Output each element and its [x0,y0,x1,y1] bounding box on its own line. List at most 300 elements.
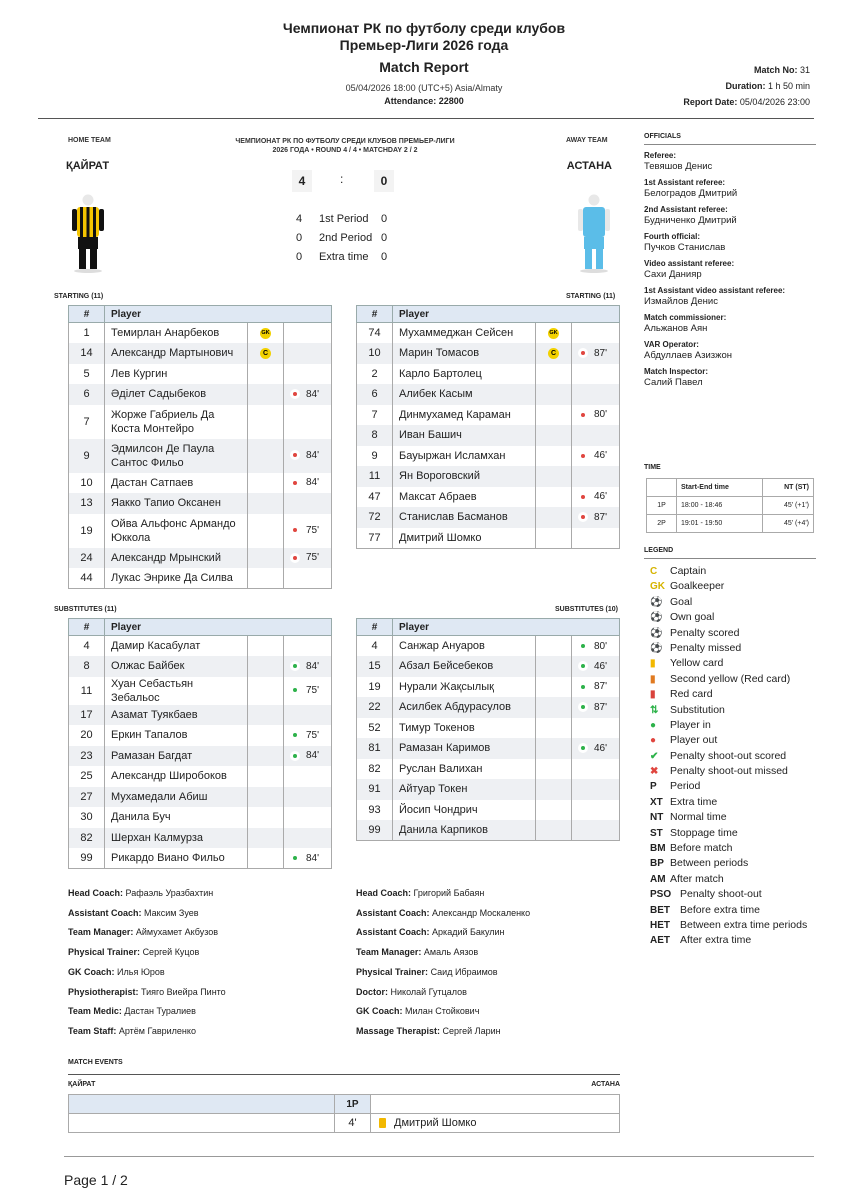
event-minute: 84' [306,450,320,461]
player-number: 19 [69,514,105,548]
player-badge-cell [248,656,284,677]
player-out-icon: ● [650,735,657,747]
legend-item [650,933,807,948]
player-badge-cell [248,384,284,405]
staff-member [68,983,226,1003]
player-badge-cell [248,787,284,808]
player-name: Ян Вороговский [393,466,536,487]
player-number: 20 [69,725,105,746]
legend-label: Player in [670,718,711,731]
staff-name: Сергей Ларин [442,1025,501,1036]
player-badge-cell [248,705,284,726]
staff-name: Аймухамет Акбузов [135,927,219,938]
away-subs-table [356,618,620,841]
legend-item [650,795,807,810]
official-name: Сахи Данияр [644,269,702,280]
event-minute: 87' [594,681,608,693]
staff-role: Head Coach: [68,888,124,898]
legend-label: Player out [670,734,718,747]
legend-item [650,564,807,579]
staff-role: Massage Therapist: [356,1025,441,1036]
player-badge-cell [248,848,284,869]
legend-label: Goal [670,595,693,608]
player-name: Дастан Сатпаев [105,473,248,494]
player-event-cell [284,473,332,494]
event-minute: 84' [306,477,320,489]
table-row [357,718,620,739]
legend-item [650,887,807,902]
staff-member [356,1002,530,1022]
table-row [357,636,620,657]
legend-item [650,779,807,794]
time-table [646,478,814,533]
staff-member [356,1022,530,1042]
legend-item [650,733,807,748]
player-event-cell [572,425,620,446]
official-item [644,151,816,172]
legend-label: Red card [670,688,713,701]
player-number: 13 [69,493,105,514]
player-name: Данила Карпиков [393,820,536,841]
table-row [357,384,620,405]
legend-abbrev: HET [650,919,670,931]
player-badge-cell [248,807,284,828]
time-row: 2P 19:01 - 19:50 45' (+4') [647,515,814,533]
player-badge-cell [536,677,572,698]
player-name: Тимур Токенов [393,718,536,739]
table-row [357,507,620,528]
player-in-icon [578,661,588,671]
player-event-cell [572,405,620,426]
col-number: # [357,306,393,323]
player-badge-cell [536,343,572,364]
event-minute: 84' [306,388,320,400]
event-minute: 46' [594,450,608,462]
staff-role: Physiotherapist: [68,986,139,997]
official-name: Абдуллаев Азизжон [644,350,733,361]
player-name: Йосип Чондрич [393,800,536,821]
player-name: Рамазан Каримов [393,738,536,759]
player-out-icon [578,410,588,420]
staff-name: Дастан Туралиев [124,1006,196,1017]
player-event-cell [284,323,332,344]
events-table [68,1094,620,1133]
event-minute: 4' [335,1114,371,1133]
player-name: Мухамедали Абиш [105,787,248,808]
legend-label: Penalty scored [670,626,740,639]
table-row [357,738,620,759]
player-in-icon [578,641,588,651]
staff-member [356,983,530,1003]
player-badge-cell [536,364,572,385]
staff-name: Максим Зуев [144,907,199,918]
table-row [357,779,620,800]
legend-item [650,764,807,779]
player-name: Шерхан Калмурза [105,828,248,849]
player-event-cell [284,705,332,726]
player-in-icon: ● [650,719,657,731]
staff-name: Николай Гутцалов [390,986,467,997]
second-yellow-icon: ▮ [650,673,656,685]
legend-item [650,672,807,687]
competition-title: Чемпионат РК по футболу среди клубов [282,20,566,36]
player-badge-cell [536,487,572,508]
player-number: 7 [357,405,393,426]
table-row [357,343,620,364]
player-event-cell [284,725,332,746]
player-name: Хуан Себастьян Зебальос [105,677,248,705]
table-row [357,323,620,344]
player-out-icon [290,389,300,399]
away-starting-label: STARTING (11) [566,293,616,300]
officials-title: OFFICIALS [644,133,816,145]
player-number: 81 [357,738,393,759]
staff-role: Assistant Coach: [68,907,142,918]
player-badge-cell [248,766,284,787]
player-event-cell [572,779,620,800]
goalkeeper-icon: GK [548,328,559,339]
away-subs-label: SUBSTITUTES (10) [555,606,619,613]
official-role: 2nd Assistant referee: [644,205,728,214]
official-role: Video assistant referee: [644,259,735,268]
staff-role: Team Medic: [68,1006,122,1017]
table-row [69,725,332,746]
table-row [69,807,332,828]
event-minute: 75' [306,685,320,696]
player-badge-cell [248,439,284,473]
player-badge-cell [536,425,572,446]
player-in-icon [578,702,588,712]
player-name: Динмухамед Караман [393,405,536,426]
yellow-card-icon [379,1118,386,1128]
legend-item [650,656,807,671]
staff-role: Assistant Coach: [356,907,430,918]
competition-subtitle: Премьер-Лиги 2026 года [339,37,509,53]
player-badge-cell [248,568,284,589]
time-col-header: Start-End time [677,479,763,497]
player-badge-cell [248,677,284,705]
table-row [69,439,332,473]
table-header [69,619,332,636]
player-badge-cell [248,636,284,657]
footer-divider [64,1156,814,1157]
player-name: Карло Бартолец [393,364,536,385]
legend-label: Goalkeeper [670,580,725,593]
player-badge-cell [536,507,572,528]
home-score: 4 [292,170,312,192]
legend-label: Between periods [670,857,749,870]
official-role: Match commissioner: [644,313,727,322]
own-goal-icon: ⚽ [650,612,663,624]
player-event-cell [572,343,620,364]
legend-item [650,703,807,718]
player-name: Иван Башич [393,425,536,446]
player-name: Азамат Туякбаев [105,705,248,726]
table-row [69,493,332,514]
away-staff [356,884,530,1042]
player-name: Станислав Басманов [393,507,536,528]
official-item [644,259,816,280]
player-badge-cell [248,473,284,494]
legend-item [650,841,807,856]
away-team-label: AWAY TEAM [566,137,608,144]
col-number: # [69,619,105,636]
player-event-cell [284,568,332,589]
player-number: 30 [69,807,105,828]
player-event-cell [572,487,620,508]
player-event-cell [284,384,332,405]
table-row [69,656,332,677]
player-name: Данила Буч [105,807,248,828]
player-number: 7 [69,405,105,439]
player-badge-cell [536,738,572,759]
events-home-team: ҚАЙРАТ [68,1081,96,1088]
player-out-icon [578,492,588,502]
table-row [357,800,620,821]
legend-label: After match [670,872,724,885]
event-minute: 46' [594,660,608,672]
official-name: Измайлов Денис [644,296,718,307]
legend-label: Penalty shoot-out scored [670,749,787,762]
player-event-cell [284,439,332,473]
player-badge-cell [536,718,572,739]
player-number: 23 [69,746,105,767]
player-out-icon [290,525,300,535]
staff-role: Assistant Coach: [356,927,430,938]
official-item [644,286,816,307]
substitution-icon: ⇅ [650,704,659,716]
events-away-team: АСТАНА [591,1081,620,1088]
table-row [357,466,620,487]
player-event-cell [284,405,332,439]
officials-panel [644,133,816,388]
player-name: Алибек Касым [393,384,536,405]
time-row: 1P 18:00 - 18:46 45' (+1') [647,497,814,515]
table-row [69,568,332,589]
official-item [644,367,816,388]
event-row [69,1114,620,1133]
official-item [644,313,816,334]
player-in-icon [290,751,300,761]
header-divider [38,118,814,119]
player-number: 9 [69,439,105,473]
legend-abbrev: P [650,781,657,793]
legend-label: Own goal [670,611,715,624]
official-name: Будниченко Дмитрий [644,215,737,226]
col-player: Player [105,619,332,636]
event-minute: 80' [594,409,608,421]
staff-member [356,943,530,963]
legend-item [650,626,807,641]
legend-label: Before match [670,842,733,855]
player-badge-cell [248,548,284,569]
legend-item [650,826,807,841]
home-kit-icon [70,192,106,274]
table-row [69,405,332,439]
match-datetime: 05/04/2026 18:00 (UTC+5) Asia/Almaty [345,83,503,93]
player-out-icon [290,450,300,460]
legend-label: Stoppage time [670,826,738,839]
yellow-card-icon: ▮ [650,658,656,670]
official-name: Тевяшов Денис [644,161,713,172]
table-row [357,425,620,446]
table-row [357,697,620,718]
captain-icon: C [548,348,559,359]
player-name: Дмитрий Шомко [393,528,536,549]
staff-member [356,923,530,943]
staff-member [68,943,226,963]
table-row [357,677,620,698]
player-name: Александр Мартынович [105,343,248,364]
legend-item [650,856,807,871]
player-number: 6 [69,384,105,405]
home-team-name: ҚАЙРАТ [66,160,110,172]
event-player: Дмитрий Шомко [394,1117,477,1129]
legend-abbrev: BM [650,843,666,855]
player-number: 11 [357,466,393,487]
legend-abbrev: BP [650,858,664,870]
legend-label: Normal time [670,811,727,824]
player-badge-cell [536,656,572,677]
score-separator: : [340,172,344,186]
player-badge-cell [248,725,284,746]
table-row [69,705,332,726]
player-name: Әділет Садыбеков [105,384,248,405]
home-team-label: HOME TEAM [68,137,111,144]
col-player: Player [105,306,332,323]
table-row [69,323,332,344]
staff-name: Тияго Виейра Пинто [141,986,226,997]
table-row [69,746,332,767]
player-event-cell [572,759,620,780]
player-badge-cell [536,528,572,549]
legend-item [650,749,807,764]
player-in-icon [578,682,588,692]
player-out-icon [578,348,588,358]
player-name: Дамир Касабулат [105,636,248,657]
player-name: Рикардо Виано Фильо [105,848,248,869]
official-name: Альжанов Аян [644,323,708,334]
official-name: Белоградов Дмитрий [644,188,738,199]
player-name: Максат Абраев [393,487,536,508]
player-number: 2 [357,364,393,385]
player-name: Санжар Ануаров [393,636,536,657]
player-name: Асилбек Абдурасулов [393,697,536,718]
player-number: 25 [69,766,105,787]
player-name: Олжас Байбек [105,656,248,677]
player-badge-cell [536,820,572,841]
staff-member [356,904,530,924]
official-item [644,205,816,226]
staff-name: Рафаэль Уразбахтин [125,888,214,898]
player-name: Еркин Тапалов [105,725,248,746]
official-role: Match Inspector: [644,367,709,376]
legend-item [650,610,807,625]
player-event-cell [572,364,620,385]
legend-label: Period [670,780,701,793]
staff-role: GK Coach: [68,966,115,977]
red-card-icon: ▮ [650,689,656,701]
official-role: Referee: [644,151,677,160]
legend-label: Extra time [670,795,718,808]
player-event-cell [284,636,332,657]
player-out-icon [578,512,588,522]
official-role: 1st Assistant video assistant referee: [644,286,786,295]
player-badge-cell [536,779,572,800]
events-divider [68,1074,620,1075]
player-number: 27 [69,787,105,808]
home-subs-label: SUBSTITUTES (11) [54,606,117,613]
staff-member [68,904,226,924]
player-name: Темирлан Анарбеков [105,323,248,344]
table-row [69,343,332,364]
table-row [357,528,620,549]
player-number: 4 [69,636,105,657]
player-number: 6 [357,384,393,405]
legend-abbrev: ST [650,827,663,839]
staff-member [68,1002,226,1022]
player-in-icon [290,661,300,671]
staff-name: Милан Стойкович [405,1006,480,1017]
player-number: 72 [357,507,393,528]
legend-label: Captain [670,565,707,577]
legend-item [650,718,807,733]
event-minute: 87' [594,347,608,359]
table-header [69,306,332,323]
events-period: 1P [335,1095,371,1114]
legend-item [650,595,807,610]
staff-name: Александр Москаленко [432,907,531,918]
player-event-cell [572,718,620,739]
event-minute: 87' [594,701,608,713]
player-badge-cell [248,493,284,514]
legend-item [650,903,807,918]
player-number: 77 [357,528,393,549]
staff-role: Physical Trainer: [68,947,141,958]
table-row [69,636,332,657]
legend-item [650,810,807,825]
player-name: Марин Томасов [393,343,536,364]
table-row [357,656,620,677]
table-row [69,473,332,494]
player-badge-cell [248,323,284,344]
table-row [69,384,332,405]
legend-item [650,687,807,702]
table-header [357,619,620,636]
player-number: 99 [69,848,105,869]
event-minute: 75' [306,552,320,564]
legend-abbrev: AM [650,873,666,885]
player-name: Жорже Габриель Да Коста Монтейро [105,405,248,439]
goalkeeper-icon: GK [650,581,665,593]
player-event-cell [572,466,620,487]
attendance: Attendance: 22800 [384,96,464,106]
official-item [644,232,816,253]
staff-name: Артём Гавриленко [118,1025,196,1036]
legend-abbrev: BET [650,904,670,916]
official-name: Пучков Станислав [644,242,726,253]
penalty-scored-icon: ⚽ [650,627,663,639]
player-number: 15 [357,656,393,677]
legend-item [650,872,807,887]
table-row [69,766,332,787]
legend-abbrev: NT [650,812,664,824]
table-row [357,364,620,385]
official-role: VAR Operator: [644,340,699,349]
player-badge-cell [536,759,572,780]
player-event-cell [284,364,332,385]
goalkeeper-icon: GK [260,328,271,339]
